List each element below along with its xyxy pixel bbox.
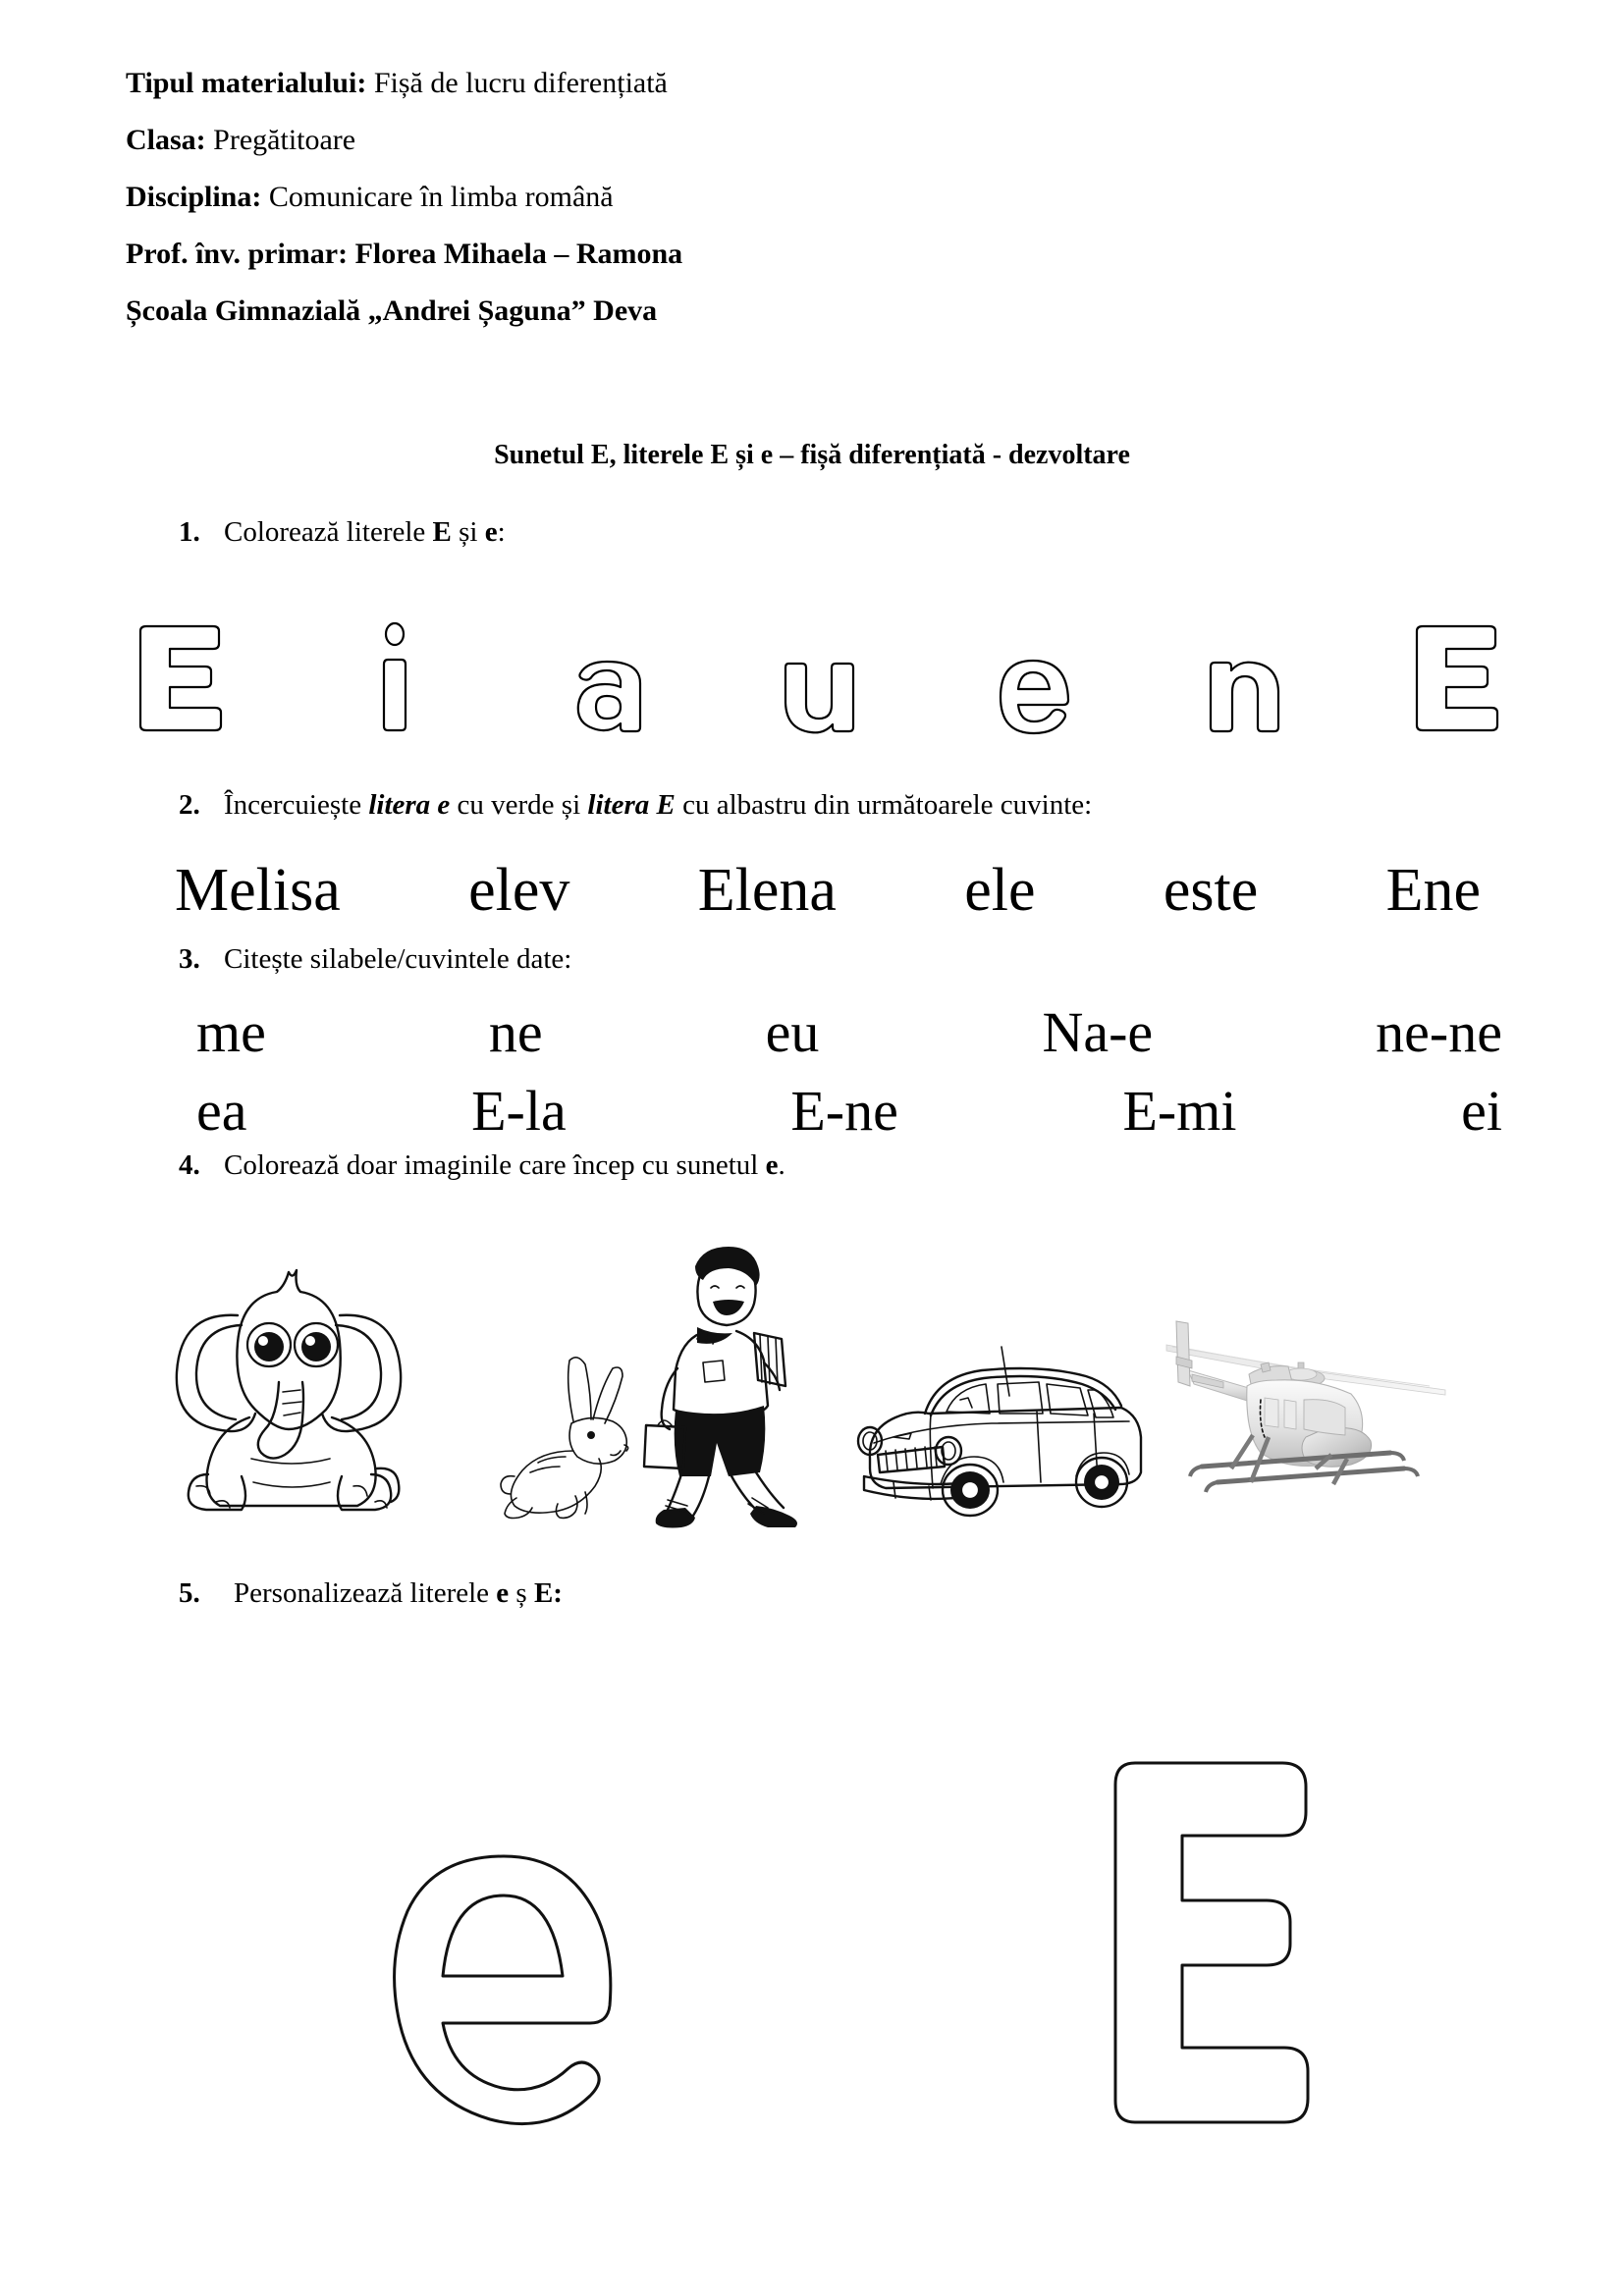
outline-letter-E-icon (136, 620, 227, 736)
syllable-item[interactable]: Na-e (1042, 1000, 1154, 1064)
exercise-1-bold-e: e (484, 516, 498, 548)
outline-letter-u-icon (781, 620, 859, 736)
big-outline-letter-E[interactable] (1110, 1757, 1326, 2135)
exercise-4-text-before: Colorează doar imaginile care încep cu sunetul (224, 1149, 766, 1181)
meta-line-teacher: Prof. înv. primar: Florea Mihaela – Ramona (126, 238, 683, 270)
syllable-item[interactable]: ne-ne (1376, 1000, 1502, 1064)
word-item[interactable]: Melisa (175, 857, 341, 924)
exercise-4-text-after: . (778, 1149, 785, 1181)
exercise-2-italic-litera-E: litera E (587, 789, 676, 821)
meta-value-class: Pregătitoare (205, 124, 356, 156)
meta-line-school: Școala Gimnazială „Andrei Șaguna” Deva (126, 294, 658, 327)
meta-value-material-type: Fișă de lucru diferențiată (366, 67, 668, 99)
exercise-1-bold-E: E (432, 516, 452, 548)
meta-line-class (126, 126, 1481, 155)
outline-letter-cell-n[interactable] (1171, 609, 1319, 736)
exercise-2-text-mid-2: cu albastru din următoarele cuvinte: (675, 789, 1093, 821)
meta-value-subject: Comunicare în limba română (261, 181, 614, 213)
exercise-5-bold-e: e (496, 1577, 510, 1609)
word-item[interactable]: Elena (697, 857, 837, 924)
exercise-1-text-before: Colorează literele (224, 516, 433, 548)
exercise-2-word-row (175, 856, 1481, 926)
outline-letter-E-icon-2 (1413, 620, 1503, 736)
big-outline-E-icon (1110, 1757, 1326, 2130)
exercise-4-picture-row (147, 1215, 1542, 1539)
outline-letter-cell-E1[interactable] (108, 609, 255, 736)
exercise-4-number: 4. (179, 1149, 200, 1181)
exercise-5-big-letters (0, 1757, 1624, 2228)
word-item[interactable]: ele (964, 857, 1036, 924)
exercise-2-text-before: Încercuiește (224, 789, 369, 821)
outline-letter-cell-E2[interactable] (1384, 609, 1532, 736)
elephant-picture[interactable] (147, 1235, 442, 1529)
helicopter-picture[interactable] (1159, 1280, 1453, 1516)
elephant-drawing-icon (147, 1235, 442, 1529)
outline-letter-n-icon (1206, 620, 1284, 736)
document-header (126, 69, 1481, 353)
outline-letter-i-icon (375, 620, 414, 736)
outline-letters-strip (108, 609, 1532, 736)
outline-letter-a-icon (568, 620, 646, 736)
word-item[interactable]: este (1163, 857, 1259, 924)
syllable-item[interactable]: eu (765, 1000, 820, 1064)
meta-label-subject: Disciplina: (126, 181, 262, 213)
word-item[interactable]: elev (468, 857, 570, 924)
outline-letter-cell-i[interactable] (321, 609, 468, 736)
meta-line-subject (126, 183, 1481, 212)
syllable-item[interactable]: E-ne (790, 1079, 898, 1143)
exercise-1-text-mid: și (451, 516, 485, 548)
outline-letter-cell-e[interactable] (959, 609, 1107, 736)
exercise-2-text-mid-1: cu verde și (450, 789, 588, 821)
exercise-2-instruction (179, 790, 1092, 822)
syllable-item[interactable]: ne (488, 1000, 543, 1064)
exercise-4-instruction (179, 1150, 785, 1182)
exercise-3-syllable-row-1 (196, 999, 1502, 1065)
exercise-5-text-mid: ș (509, 1577, 534, 1609)
car-picture[interactable] (835, 1335, 1149, 1522)
meta-line-material-type (126, 69, 1481, 98)
exercise-2-number: 2. (179, 789, 200, 821)
exercise-1-instruction (179, 517, 506, 549)
syllable-item[interactable]: me (196, 1000, 266, 1064)
schoolboy-drawing-icon (638, 1237, 825, 1531)
helicopter-drawing-icon (1159, 1280, 1453, 1516)
exercise-1-number: 1. (179, 516, 200, 548)
outline-letter-cell-a[interactable] (533, 609, 680, 736)
meta-label-class: Clasa: (126, 124, 206, 156)
exercise-3-number: 3. (179, 943, 200, 975)
outline-letter-e-icon (993, 620, 1073, 736)
outline-letter-cell-u[interactable] (746, 609, 893, 736)
rabbit-picture[interactable] (471, 1349, 648, 1525)
exercise-2-italic-litera-e: litera e (368, 789, 451, 821)
exercise-5-text-before: Personalizează literele (234, 1577, 497, 1609)
syllable-item[interactable]: E-mi (1122, 1079, 1237, 1143)
rabbit-drawing-icon (471, 1349, 648, 1525)
exercise-5-number: 5. (179, 1577, 200, 1609)
exercise-3-syllable-row-2 (196, 1078, 1502, 1144)
car-drawing-icon (835, 1335, 1149, 1522)
syllable-item[interactable]: ea (196, 1079, 247, 1143)
exercise-4-bold-e: e (765, 1149, 779, 1181)
syllable-item[interactable]: ei (1461, 1079, 1502, 1143)
big-outline-letter-e[interactable] (388, 1850, 623, 2140)
word-item[interactable]: Ene (1385, 857, 1481, 924)
exercise-3-text: Citește silabele/cuvintele date: (224, 943, 572, 975)
exercise-5-instruction (179, 1578, 563, 1610)
big-outline-e-icon (388, 1850, 623, 2135)
exercise-3-instruction (179, 944, 571, 976)
exercise-1-text-after: : (497, 516, 506, 548)
exercise-5-bold-E: E: (533, 1577, 563, 1609)
syllable-item[interactable]: E-la (471, 1079, 567, 1143)
meta-label-material-type: Tipul materialului: (126, 67, 367, 99)
schoolboy-picture[interactable] (638, 1237, 825, 1531)
page-title: Sunetul E, literele E și e – fișă diferențiată - dezvoltare (494, 440, 1130, 470)
